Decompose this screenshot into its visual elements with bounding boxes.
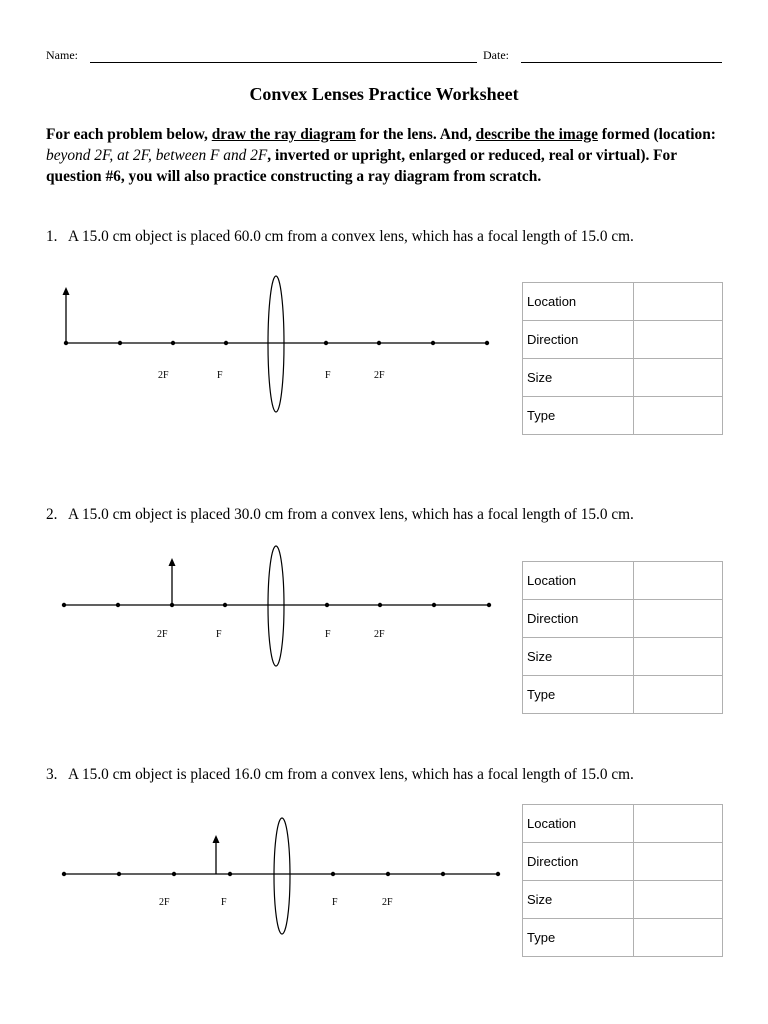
answer-table-2 — [522, 561, 723, 714]
object-arrowhead — [169, 558, 176, 566]
date-label: Date: — [483, 48, 509, 62]
row-label-size: Size — [523, 638, 634, 676]
row-label-location: Location — [523, 562, 634, 600]
instructions-text-2: for the lens. And, — [355, 126, 476, 143]
label-f-left: F — [221, 897, 227, 908]
row-label-size: Size — [523, 359, 634, 397]
row-label-size: Size — [523, 881, 634, 919]
answer-cell-direction[interactable] — [634, 843, 723, 881]
label-2f-right: 2F — [374, 629, 385, 640]
label-2f-left: 2F — [157, 629, 168, 640]
label-2f-right: 2F — [382, 897, 393, 908]
row-label-direction: Direction — [523, 843, 634, 881]
instructions — [46, 124, 736, 187]
instructions-underline-1: draw the ray diagram — [211, 126, 356, 143]
ray-diagram-1[interactable] — [0, 270, 520, 420]
question-number: 3. — [46, 766, 58, 783]
object-arrowhead — [213, 835, 220, 843]
question-1 — [46, 228, 634, 246]
answer-cell-direction[interactable] — [634, 321, 723, 359]
answer-table-1 — [522, 282, 723, 435]
instructions-underline-2: describe the image — [475, 126, 598, 143]
answer-cell-type[interactable] — [634, 919, 723, 957]
label-f-right: F — [325, 629, 331, 640]
label-2f-left: 2F — [159, 897, 170, 908]
label-2f-right: 2F — [374, 370, 385, 381]
instructions-text-3: formed (location: — [597, 126, 716, 143]
name-blank-line[interactable] — [90, 62, 477, 63]
answer-cell-size[interactable] — [634, 881, 723, 919]
question-number: 1. — [46, 228, 58, 245]
question-2 — [46, 506, 634, 524]
answer-cell-location[interactable] — [634, 283, 723, 321]
page-title: Convex Lenses Practice Worksheet — [249, 84, 519, 104]
label-f-left: F — [216, 629, 222, 640]
answer-cell-location[interactable] — [634, 805, 723, 843]
answer-cell-type[interactable] — [634, 676, 723, 714]
instructions-text-1: For each problem below, — [46, 126, 212, 143]
date-blank-line[interactable] — [521, 62, 722, 63]
instructions-text-4: , inverted or upright, enlarged or reduced, real or virtual). For question #6, you will also practice constructing a ray diagram from scratch. — [46, 147, 677, 185]
question-text: A 15.0 cm object is placed 16.0 cm from a convex lens, which has a focal length of 15.0 cm. — [68, 766, 634, 783]
row-label-location: Location — [523, 283, 634, 321]
object-arrowhead — [63, 287, 70, 295]
row-label-type: Type — [523, 919, 634, 957]
instructions-italic-options: beyond 2F, at 2F, between F and 2F — [46, 147, 268, 164]
question-text: A 15.0 cm object is placed 60.0 cm from a convex lens, which has a focal length of 15.0 cm. — [68, 228, 634, 245]
name-label: Name: — [46, 48, 78, 62]
row-label-type: Type — [523, 676, 634, 714]
answer-cell-direction[interactable] — [634, 600, 723, 638]
convex-lens — [268, 276, 284, 412]
row-label-type: Type — [523, 397, 634, 435]
answer-cell-size[interactable] — [634, 638, 723, 676]
convex-lens — [274, 818, 290, 934]
answer-cell-type[interactable] — [634, 397, 723, 435]
label-f-left: F — [217, 370, 223, 381]
convex-lens — [268, 546, 284, 666]
row-label-direction: Direction — [523, 600, 634, 638]
ray-diagram-3[interactable] — [0, 812, 520, 942]
ray-diagram-2[interactable] — [0, 540, 520, 675]
answer-cell-location[interactable] — [634, 562, 723, 600]
label-2f-left: 2F — [158, 370, 169, 381]
row-label-direction: Direction — [523, 321, 634, 359]
answer-cell-size[interactable] — [634, 359, 723, 397]
question-number: 2. — [46, 506, 58, 523]
label-f-right: F — [332, 897, 338, 908]
question-text: A 15.0 cm object is placed 30.0 cm from a convex lens, which has a focal length of 15.0 cm. — [68, 506, 634, 523]
answer-table-3 — [522, 804, 723, 957]
label-f-right: F — [325, 370, 331, 381]
question-3 — [46, 766, 634, 784]
row-label-location: Location — [523, 805, 634, 843]
